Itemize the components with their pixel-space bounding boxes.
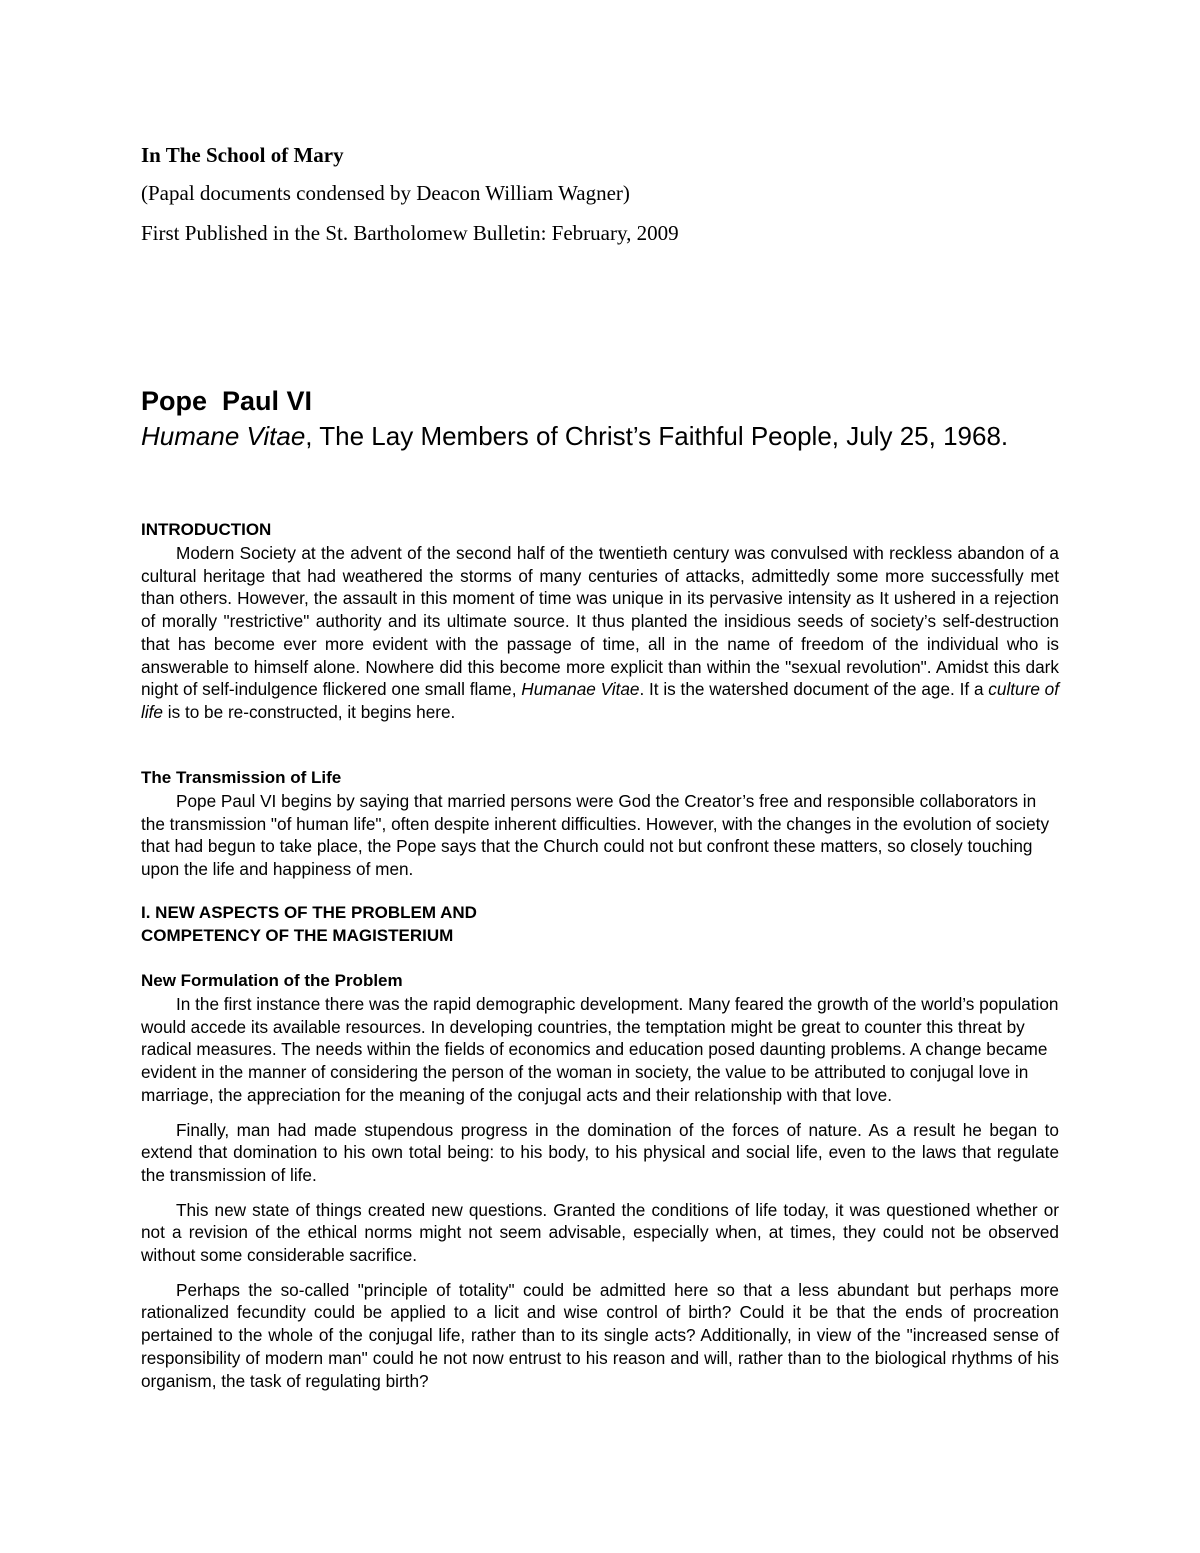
new-formulation-paragraph: In the first instance there was the rapid demographic development. Many feared the growth of the world’s population would accede its available resources. In developing countries, the temptation might be great to counter this threat by radical measures. The needs within the fields of economics and education posed daunting problems. A change became evident in the manner of considering the person of the woman in society, the value to be attributed to conjugal love in marriage, the appreciation for the meaning of the conjugal acts and their relationship with that love. (141, 994, 1059, 1105)
introduction-body (141, 542, 1059, 724)
publication-line: First Published in the St. Bartholomew Bulletin: February, 2009 (141, 221, 679, 245)
transmission-body (141, 790, 1059, 881)
new-formulation-heading: New Formulation of the Problem (141, 971, 403, 990)
condensed-by-line: (Papal documents condensed by Deacon William Wagner) (141, 181, 630, 205)
introduction-text-2: . It is the watershed document of the age. If a (639, 679, 989, 700)
introduction-italic-title: Humanae Vitae (521, 679, 640, 700)
new-formulation-body (141, 993, 1059, 1392)
encyclical-title: Humane Vitae (141, 421, 306, 451)
new-formulation-paragraph: This new state of things created new questions. Granted the conditions of life today, it was questioned whether or not a revision of the ethical norms might not seem advisable, especially when, at times, they could not be observed without some considerable sacrifice. (141, 1199, 1059, 1266)
introduction-text-1: Modern Society at the advent of the second half of the twentieth century was convulsed with reckless abandon of a cultural heritage that had weathered the storms of many centuries of attacks, admittedly some more successfully met than others. However, the assault in this moment of time was unique in its pervasive intensity as It ushered in a rejection of morally "restrictive" authority and its ultimate source. It thus planted the insidious seeds of society’s self-destruction that has become ever more evident with the passage of time, all in the name of freedom of the individual who is answerable to himself alone. Nowhere did this become more explicit than within the "sexual revolution". Amidst this dark night of self-indulgence flickered one small flame, (141, 543, 1059, 700)
introduction-text-3: is to be re-constructed, it begins here. (162, 701, 456, 722)
introduction-heading: INTRODUCTION (141, 520, 272, 539)
author-name: Pope Paul VI (141, 386, 313, 416)
section-one-heading-line-2: COMPETENCY OF THE MAGISTERIUM (141, 926, 454, 945)
series-title: In The School of Mary (141, 143, 344, 167)
encyclical-line (141, 421, 1008, 452)
transmission-paragraph: Pope Paul VI begins by saying that married persons were God the Creator’s free and responsible collaborators in the transmission "of human life", often despite inherent difficulties. However, with the changes in the evolution of society that had begun to take place, the Pope says that the Church could not but confront these matters, so closely touching upon the life and happiness of men. (141, 791, 1050, 880)
new-formulation-paragraph: Finally, man had made stupendous progress in the domination of the forces of nature. As a result he began to extend that domination to his own total being: to his body, to his physical and social life, even to the laws that regulate the transmission of life. (141, 1119, 1059, 1185)
transmission-heading: The Transmission of Life (141, 768, 342, 787)
encyclical-details: , The Lay Members of Christ’s Faithful People, July 25, 1968. (305, 421, 1009, 451)
section-one-heading-line-1: I. NEW ASPECTS OF THE PROBLEM AND (141, 903, 477, 922)
new-formulation-paragraph: Perhaps the so-called "principle of totality" could be admitted here so that a less abundant but perhaps more rationalized fecundity could be applied to a licit and wise control of birth? Could it be that the ends of procreation pertained to the whole of the conjugal life, rather than to its single acts? Additionally, in view of the "increased sense of responsibility of modern man" could he not now entrust to his reason and will, rather than to the biological rhythms of his organism, the task of regulating birth? (141, 1279, 1059, 1391)
introduction-italic-phrase: culture of life (141, 679, 1060, 722)
introduction-paragraph (141, 542, 1059, 724)
